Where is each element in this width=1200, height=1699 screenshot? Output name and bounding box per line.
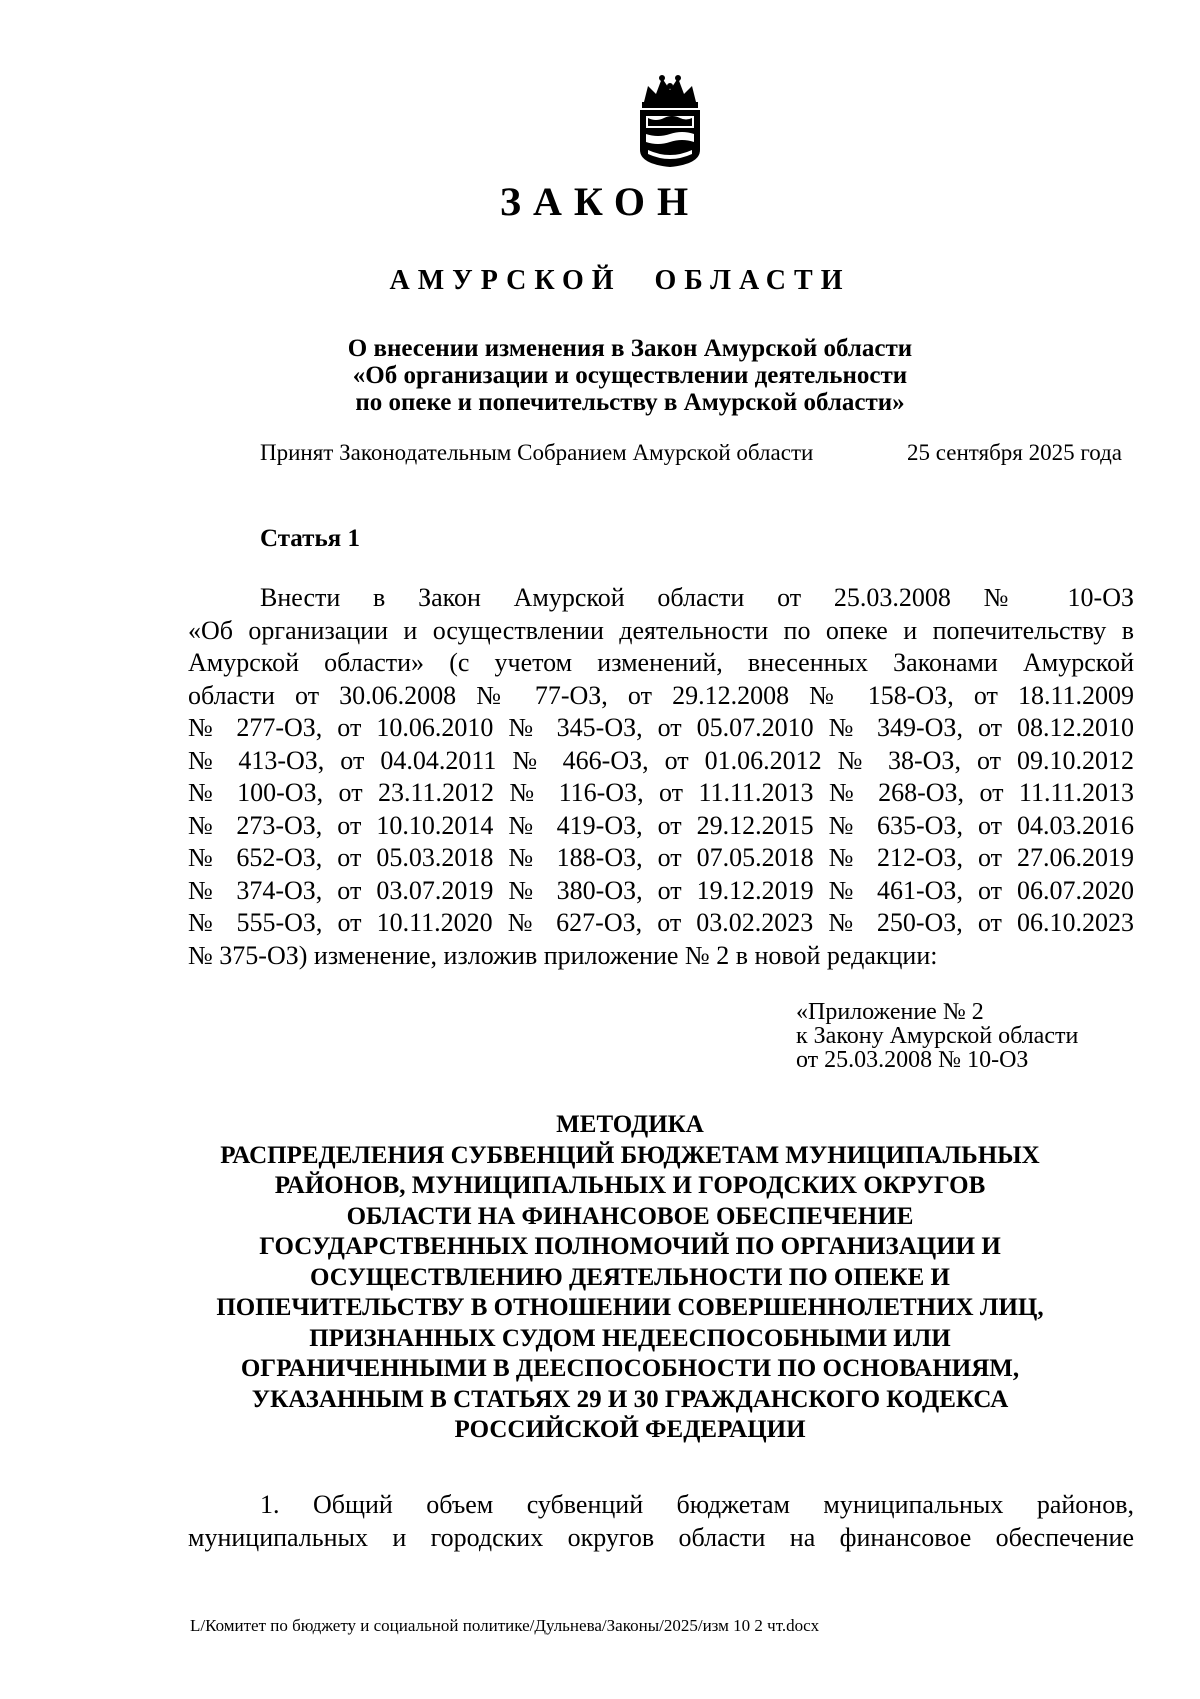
paragraph-line: № 413-ОЗ, от 04.04.2011 № 466-ОЗ, от 01.06.2012 № 38-ОЗ, от 09.10.2012 (188, 745, 1134, 775)
methodology-line: МЕТОДИКА (556, 1111, 704, 1138)
paragraph-line: «Об организации и осуществлении деятельности по опеке и попечительству в (188, 615, 1134, 645)
methodology-line: ОГРАНИЧЕННЫМИ В ДЕЕСПОСОБНОСТИ ПО ОСНОВАНИЯМ, (240, 1355, 1020, 1382)
paragraph-line: муниципальных и городских округов области на финансовое обеспечение (188, 1523, 1134, 1552)
methodology-line: РОССИЙСКОЙ ФЕДЕРАЦИИ (454, 1416, 806, 1443)
methodology-line: ОСУЩЕСТВЛЕНИЮ ДЕЯТЕЛЬНОСТИ ПО ОПЕКЕ И (310, 1263, 950, 1291)
paragraph-line: Амурской области» (с учетом изменений, внесенных Законами Амурской (188, 648, 1134, 677)
appendix-line: к Закону Амурской области (796, 1023, 1079, 1049)
footer-file-path: L/Комитет по бюджету и социальной политике/Дульнева/Законы/2025/изм 10 2 чт.docx (190, 1616, 820, 1635)
article-paragraph (188, 582, 1134, 972)
paragraph-line: области от 30.06.2008 № 77-ОЗ, от 29.12.2008 № 158-ОЗ, от 18.11.2009 (188, 680, 1134, 710)
paragraph-line: № 375-ОЗ) изменение, изложив приложение № 2 в новой редакции: (188, 940, 938, 970)
paragraph-line: № 277-ОЗ, от 10.06.2010 № 345-ОЗ, от 05.07.2010 № 349-ОЗ, от 08.12.2010 (188, 713, 1134, 742)
paragraph-line: Внести в Закон Амурской области от 25.03.2008 № 10-ОЗ (260, 583, 1134, 612)
adopted-by: Принят Законодательным Собранием Амурской области (260, 440, 814, 465)
region-title: АМУРСКОЙ ОБЛАСТИ (389, 265, 851, 296)
law-title: ЗАКОН (499, 179, 701, 224)
amur-oblast-coat-of-arms-icon (634, 72, 706, 168)
subject-line: по опеке и попечительству в Амурской области» (355, 389, 905, 416)
methodology-line: ПРИЗНАННЫХ СУДОМ НЕДЕЕСПОСОБНЫМИ ИЛИ (309, 1324, 951, 1352)
article-title: Статья 1 (260, 525, 360, 552)
methodology-line: ОБЛАСТИ НА ФИНАНСОВОЕ ОБЕСПЕЧЕНИЕ (346, 1202, 914, 1230)
subject-line: «Об организации и осуществлении деятельности (352, 362, 908, 389)
methodology-line: УКАЗАННЫМ В СТАТЬЯХ 29 И 30 ГРАЖДАНСКОГО КОДЕКСА (251, 1385, 1009, 1413)
paragraph-line: 1. Общий объем субвенций бюджетам муниципальных районов, (260, 1490, 1134, 1519)
methodology-line: РАЙОНОВ, МУНИЦИПАЛЬНЫХ И ГОРОДСКИХ ОКРУГОВ (274, 1172, 986, 1199)
methodology-line: РАСПРЕДЕЛЕНИЯ СУБВЕНЦИЙ БЮДЖЕТАМ МУНИЦИПАЛЬНЫХ (220, 1141, 1040, 1169)
paragraph-line: № 652-ОЗ, от 05.03.2018 № 188-ОЗ, от 07.05.2018 № 212-ОЗ, от 27.06.2019 (188, 843, 1134, 872)
paragraph-line: № 100-ОЗ, от 23.11.2012 № 116-ОЗ, от 11.11.2013 № 268-ОЗ, от 11.11.2013 (188, 778, 1134, 807)
appendix-reference (796, 1000, 1078, 1072)
methodology-title (0, 1110, 1200, 1446)
point-1-paragraph (188, 1488, 1134, 1554)
paragraph-line: № 273-ОЗ, от 10.10.2014 № 419-ОЗ, от 29.12.2015 № 635-ОЗ, от 04.03.2016 (188, 810, 1134, 840)
paragraph-line: № 374-ОЗ, от 03.07.2019 № 380-ОЗ, от 19.12.2019 № 461-ОЗ, от 06.07.2020 (188, 875, 1134, 905)
law-subject (0, 335, 1200, 416)
adopted-date: 25 сентября 2025 года (907, 440, 1122, 465)
methodology-line: ГОСУДАРСТВЕННЫХ ПОЛНОМОЧИЙ ПО ОРГАНИЗАЦИИ И (259, 1233, 1001, 1260)
subject-line: О внесении изменения в Закон Амурской области (347, 335, 913, 362)
appendix-line: «Приложение № 2 (796, 999, 984, 1025)
paragraph-line: № 555-ОЗ, от 10.11.2020 № 627-ОЗ, от 03.02.2023 № 250-ОЗ, от 06.10.2023 (188, 908, 1134, 937)
methodology-line: ПОПЕЧИТЕЛЬСТВУ В ОТНОШЕНИИ СОВЕРШЕННОЛЕТНИХ ЛИЦ, (216, 1294, 1044, 1321)
appendix-line: от 25.03.2008 № 10-ОЗ (796, 1047, 1029, 1073)
